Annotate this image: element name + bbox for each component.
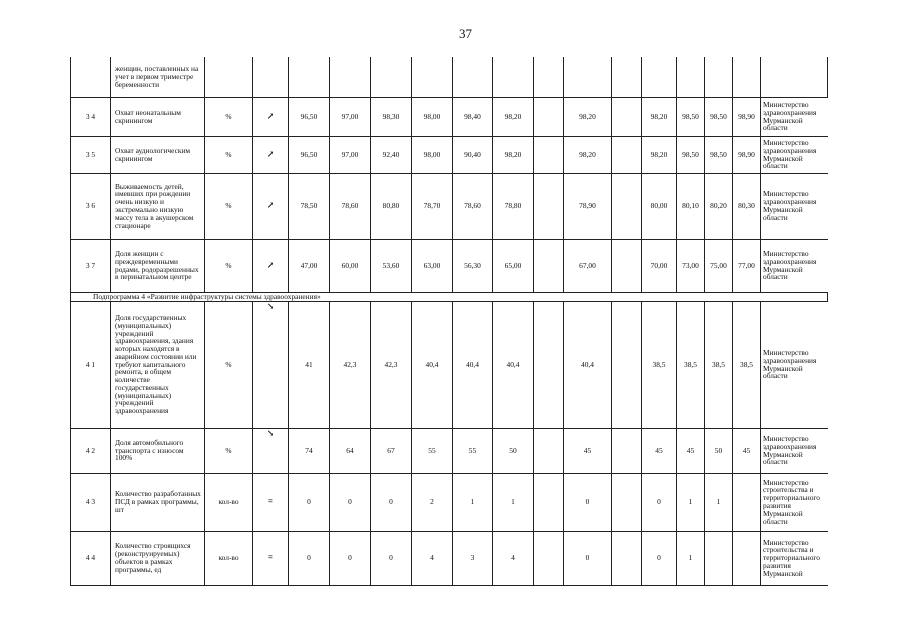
value-cell: 55 [453, 428, 493, 473]
value-cell: 78,60 [453, 173, 493, 239]
value-cell: 64 [330, 428, 371, 473]
value-cell: 98,20 [564, 97, 612, 136]
value-cell: 0 [371, 473, 412, 531]
value-cell: 0 [642, 473, 677, 531]
value-cell: 65,00 [493, 239, 534, 292]
indicator-name: Доля государственных (муниципальных) учреждений здравоохранения, здания которых находятся в аварийном состоянии или требуют капитального ремонта, в общем количестве государственных (муниципальных) учреждений здравоохранения [111, 301, 205, 428]
value-cell: 45 [677, 428, 705, 473]
value-cell: 80,30 [733, 173, 761, 239]
value-cell: 98,90 [733, 97, 761, 136]
table-row [71, 239, 828, 292]
value-cell: 98,50 [705, 97, 733, 136]
trend-arrow: ↘ [253, 428, 289, 473]
value-cell: 98,00 [412, 136, 453, 173]
responsible-executor: Министерство строительства и территориального развития Мурманской [761, 531, 828, 585]
value-cell: 38,5 [677, 301, 705, 428]
value-cell: 40,4 [564, 301, 612, 428]
value-cell: 3 [453, 531, 493, 585]
value-cell: 98,50 [677, 136, 705, 173]
empty-cell [534, 239, 564, 292]
indicator-name: Доля женщин с преждевременными родами, родоразрешенных в перинатальном центре [111, 239, 205, 292]
value-cell: 0 [564, 531, 612, 585]
unit: кол-во [205, 473, 253, 531]
value-cell: 70,00 [642, 239, 677, 292]
value-cell: 38,5 [733, 301, 761, 428]
trend-arrow: = [253, 473, 289, 531]
value-cell: 45 [564, 428, 612, 473]
value-cell: 75,00 [705, 239, 733, 292]
value-cell: 40,4 [493, 301, 534, 428]
value-cell: 67,00 [564, 239, 612, 292]
unit: % [205, 97, 253, 136]
value-cell: 55 [412, 428, 453, 473]
value-cell: 78,60 [330, 173, 371, 239]
indicator-name: Количество разработанных ПСД в рамках программы, шт [111, 473, 205, 531]
unit: % [205, 428, 253, 473]
value-cell: 80,80 [371, 173, 412, 239]
value-cell: 80,10 [677, 173, 705, 239]
indicator-fragment: женщин, поставленных на учет в первом триместре беременности [111, 57, 205, 97]
table-row [71, 173, 828, 239]
row-number: 4 1 [71, 301, 111, 428]
value-cell: 78,90 [564, 173, 612, 239]
empty-cell [534, 173, 564, 239]
empty-cell [534, 97, 564, 136]
indicator-name: Охват неонатальным скринингом [111, 97, 205, 136]
value-cell: 97,00 [330, 97, 371, 136]
trend-arrow: ↗ [253, 136, 289, 173]
value-cell: 1 [493, 473, 534, 531]
row-number: 3 5 [71, 136, 111, 173]
value-cell: 45 [642, 428, 677, 473]
trend-arrow: ↘ [253, 301, 289, 428]
responsible-executor: Министерство здравоохранения Мурманской области [761, 173, 828, 239]
value-cell: 45 [733, 428, 761, 473]
value-cell: 40,4 [453, 301, 493, 428]
value-cell: 96,50 [289, 97, 330, 136]
empty-cell [534, 301, 564, 428]
indicator-name: Количество строящихся (реконструируемых) объектов в рамках программы, ед [111, 531, 205, 585]
value-cell: 78,70 [412, 173, 453, 239]
responsible-executor: Министерство здравоохранения Мурманской области [761, 428, 828, 473]
indicator-name: Охват аудиологическим скринингом [111, 136, 205, 173]
table-row-fragment [71, 57, 828, 97]
value-cell: 78,80 [493, 173, 534, 239]
table-row [71, 301, 828, 428]
value-cell [705, 531, 733, 585]
responsible-executor: Министерство здравоохранения Мурманской области [761, 301, 828, 428]
table-row [71, 531, 828, 585]
empty-cell [612, 473, 642, 531]
value-cell: 1 [453, 473, 493, 531]
value-cell: 98,90 [733, 136, 761, 173]
unit: % [205, 136, 253, 173]
indicator-name: Доля автомобильного транспорта с износом 100% [111, 428, 205, 473]
table-row [71, 473, 828, 531]
empty-cell [612, 531, 642, 585]
empty-cell [534, 473, 564, 531]
value-cell: 0 [330, 473, 371, 531]
row-number: 4 4 [71, 531, 111, 585]
row-number: 3 6 [71, 173, 111, 239]
value-cell: 50 [705, 428, 733, 473]
value-cell: 0 [371, 531, 412, 585]
value-cell: 1 [705, 473, 733, 531]
value-cell: 42,3 [330, 301, 371, 428]
value-cell: 4 [493, 531, 534, 585]
empty-cell [612, 97, 642, 136]
value-cell: 96,50 [289, 136, 330, 173]
value-cell: 63,00 [412, 239, 453, 292]
value-cell: 4 [412, 531, 453, 585]
value-cell: 42,3 [371, 301, 412, 428]
empty-cell [612, 239, 642, 292]
trend-arrow: ↗ [253, 97, 289, 136]
trend-arrow: ↗ [253, 173, 289, 239]
value-cell: 41 [289, 301, 330, 428]
value-cell: 98,20 [642, 136, 677, 173]
value-cell: 78,50 [289, 173, 330, 239]
unit: % [205, 239, 253, 292]
value-cell [733, 473, 761, 531]
empty-cell [534, 136, 564, 173]
value-cell: 77,00 [733, 239, 761, 292]
value-cell: 97,00 [330, 136, 371, 173]
trend-arrow: = [253, 531, 289, 585]
empty-cell [612, 173, 642, 239]
value-cell: 98,20 [493, 136, 534, 173]
value-cell: 0 [289, 531, 330, 585]
value-cell: 40,4 [412, 301, 453, 428]
value-cell: 98,40 [453, 97, 493, 136]
value-cell: 98,30 [371, 97, 412, 136]
table-row [71, 428, 828, 473]
row-number: 4 3 [71, 473, 111, 531]
responsible-executor: Министерство здравоохранения Мурманской области [761, 239, 828, 292]
value-cell: 92,40 [371, 136, 412, 173]
row-number: 3 7 [71, 239, 111, 292]
value-cell: 60,00 [330, 239, 371, 292]
table-row [71, 136, 828, 173]
row-number: 3 4 [71, 97, 111, 136]
value-cell: 90,40 [453, 136, 493, 173]
value-cell: 50 [493, 428, 534, 473]
value-cell: 0 [289, 473, 330, 531]
value-cell: 56,30 [453, 239, 493, 292]
value-cell: 0 [330, 531, 371, 585]
value-cell: 47,00 [289, 239, 330, 292]
unit: % [205, 301, 253, 428]
responsible-executor: Министерство строительства и территориального развития Мурманской области [761, 473, 828, 531]
page-number: 37 [459, 26, 472, 41]
empty-cell [612, 301, 642, 428]
indicator-name: Выживаемость детей, имевших при рождении очень низкую и экстремально низкую массу тела в акушерском стационаре [111, 173, 205, 239]
subprogram-row [71, 292, 828, 301]
subprogram-title: Подпрограмма 4 «Развитие инфраструктуры системы здравоохранения» [71, 292, 828, 301]
value-cell: 98,20 [564, 136, 612, 173]
value-cell: 38,5 [705, 301, 733, 428]
value-cell: 98,20 [642, 97, 677, 136]
indicators-table [70, 57, 828, 586]
value-cell: 98,50 [677, 97, 705, 136]
value-cell: 0 [564, 473, 612, 531]
value-cell: 73,00 [677, 239, 705, 292]
value-cell: 53,60 [371, 239, 412, 292]
value-cell: 80,20 [705, 173, 733, 239]
value-cell: 1 [677, 473, 705, 531]
empty-cell [612, 428, 642, 473]
value-cell: 2 [412, 473, 453, 531]
responsible-executor: Министерство здравоохранения Мурманской области [761, 136, 828, 173]
empty-cell [612, 136, 642, 173]
empty-cell [534, 428, 564, 473]
unit: % [205, 173, 253, 239]
value-cell: 38,5 [642, 301, 677, 428]
value-cell: 98,20 [493, 97, 534, 136]
value-cell: 80,00 [642, 173, 677, 239]
trend-arrow: ↗ [253, 239, 289, 292]
value-cell: 98,00 [412, 97, 453, 136]
value-cell: 0 [642, 531, 677, 585]
empty-cell [534, 531, 564, 585]
value-cell: 1 [677, 531, 705, 585]
table-row [71, 97, 828, 136]
value-cell: 67 [371, 428, 412, 473]
unit: кол-во [205, 531, 253, 585]
row-number: 4 2 [71, 428, 111, 473]
value-cell: 74 [289, 428, 330, 473]
value-cell [733, 531, 761, 585]
value-cell: 98,50 [705, 136, 733, 173]
responsible-executor: Министерство здравоохранения Мурманской области [761, 97, 828, 136]
